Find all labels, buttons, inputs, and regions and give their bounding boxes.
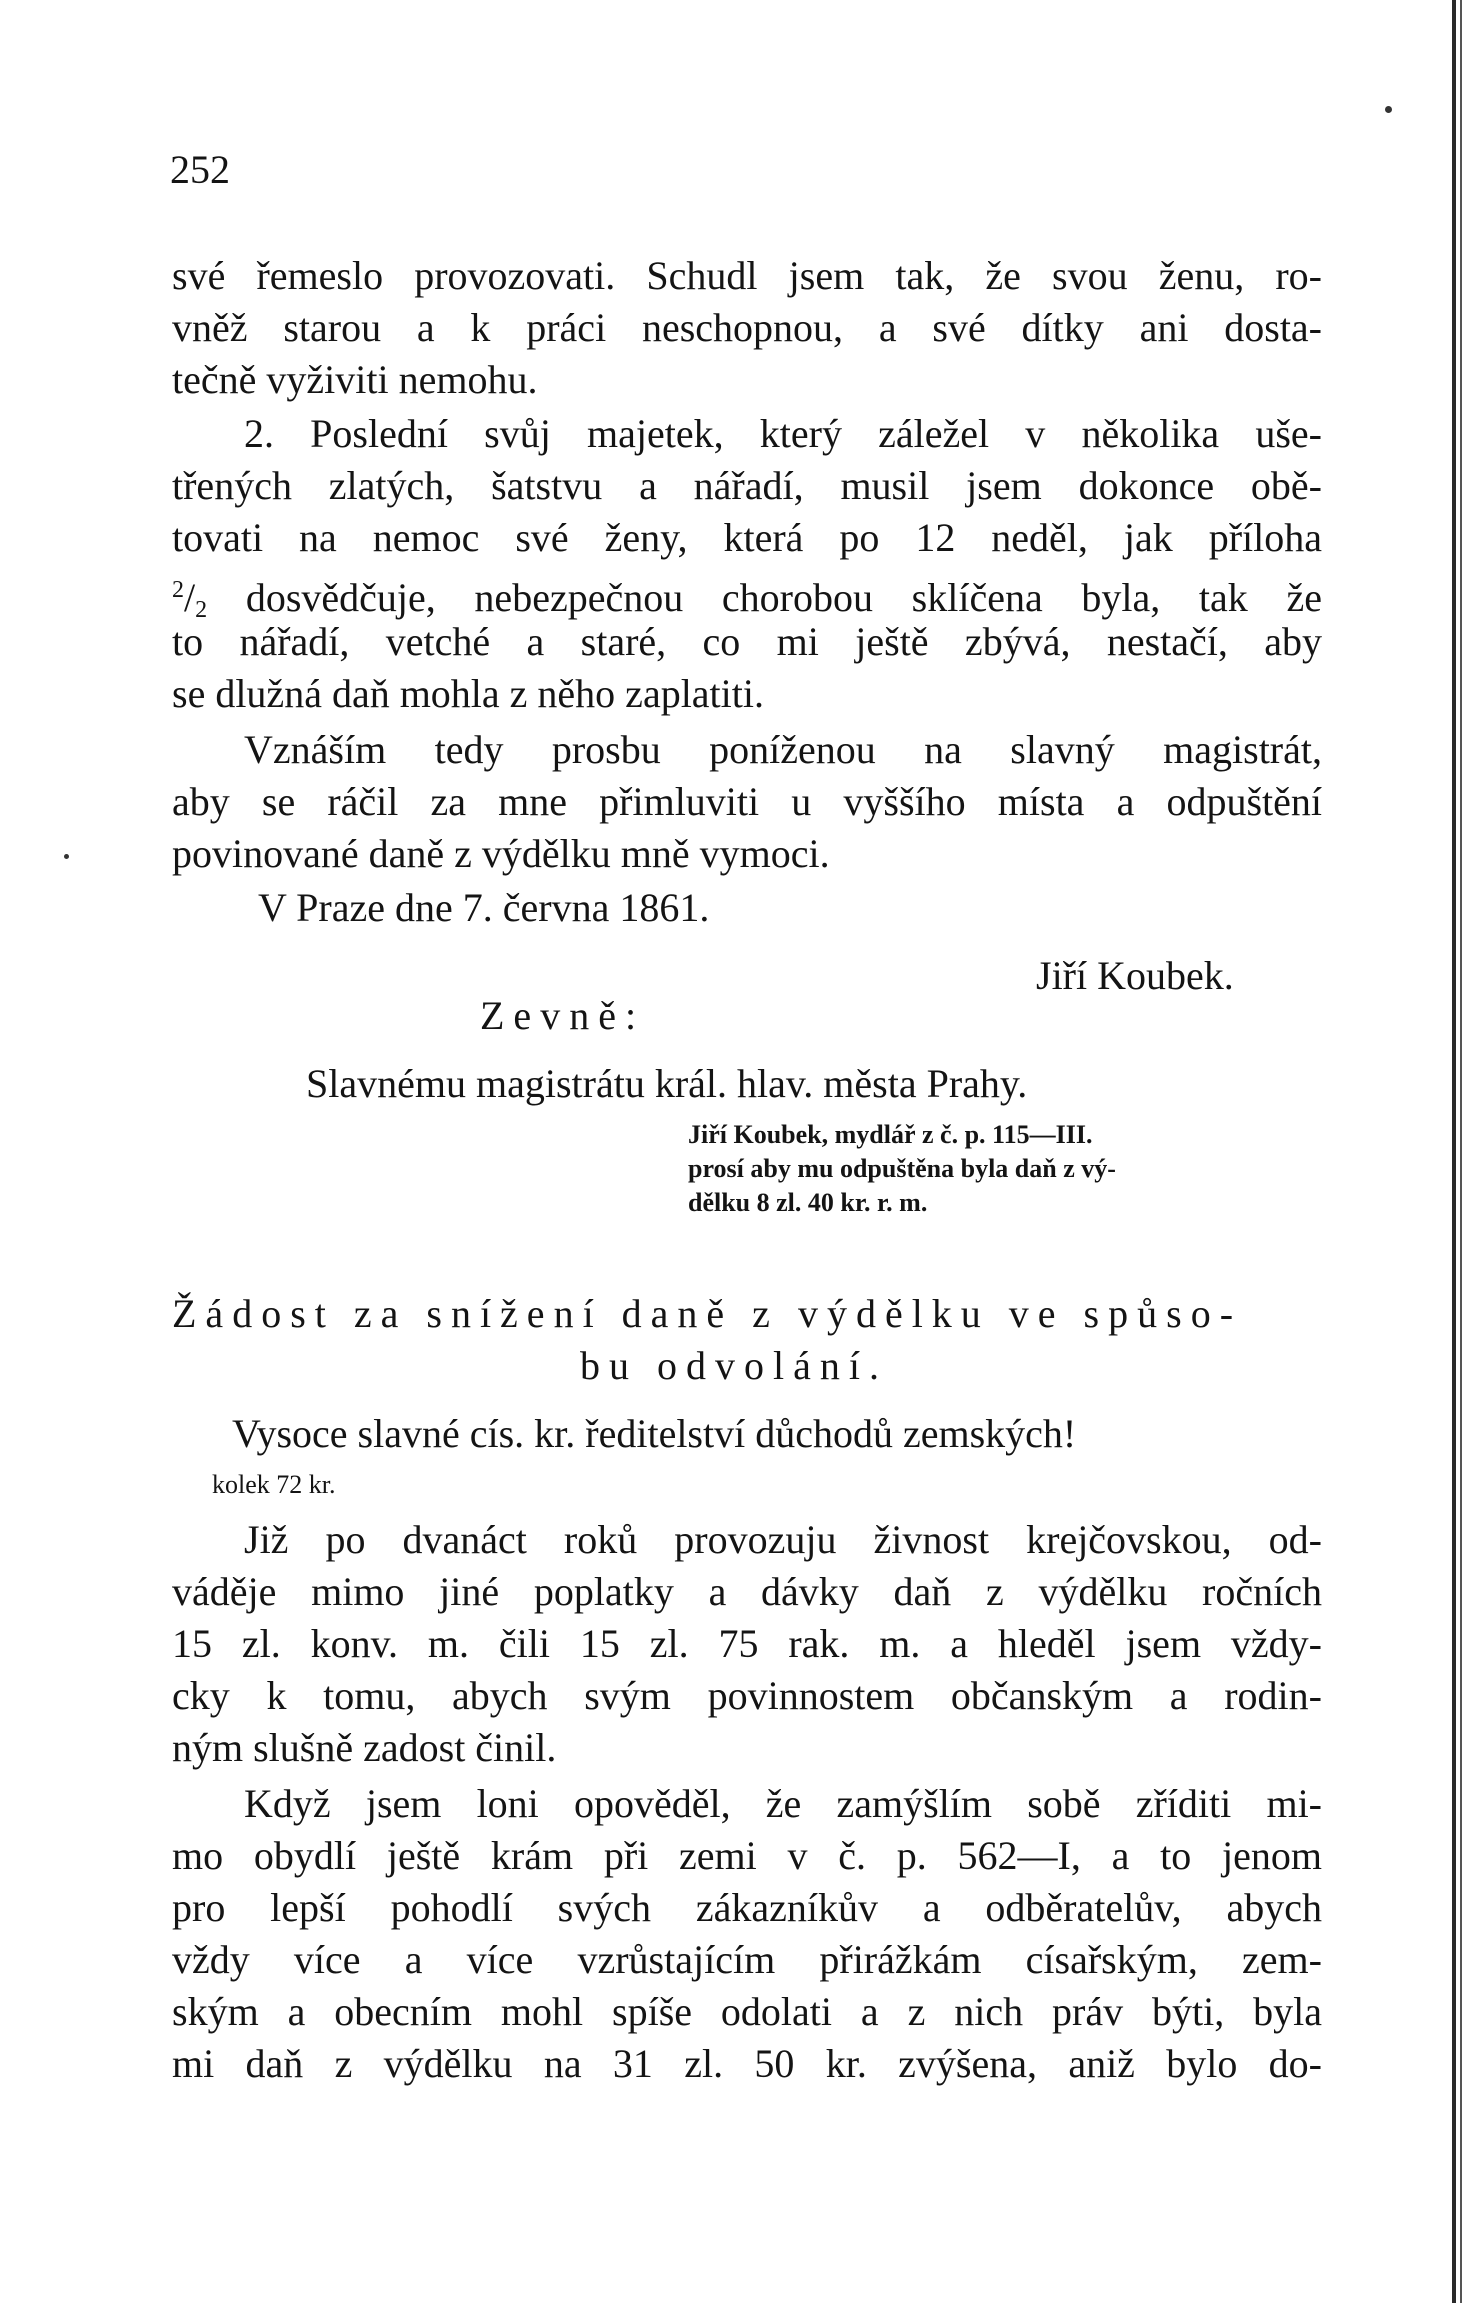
text-line: vněž starou a k práci neschopnou, a své dítky ani dosta- (172, 305, 1322, 350)
text-line: ským a obecním mohl spíše odolati a z nich práv býti, byla (172, 1989, 1322, 2034)
page-number: 252 (170, 147, 230, 192)
text-line: třených zlatých, šatstvu a nářadí, musil jsem dokonce obě- (172, 463, 1322, 508)
signature: Jiří Koubek. (1036, 953, 1234, 998)
text-line: to nářadí, vetché a staré, co mi ještě zbývá, nestačí, aby (172, 619, 1322, 664)
text-line: $^2/_2$ dosvědčuje, nebezpečnou chorobou sklíčena byla, tak že (172, 575, 1322, 623)
page-edge-shadow (1452, 0, 1456, 2303)
fraction-numerator: 2 (172, 577, 184, 603)
text-line: tečně vyživiti nemohu. (172, 357, 538, 402)
text-line: cky k tomu, abych svým povinnostem občanským a rodin- (172, 1673, 1322, 1718)
address-line: Slavnému magistrátu král. hlav. města Prahy. (306, 1061, 1028, 1106)
text-line: mo obydlí ještě krám při zemi v č. p. 562—I, a to jenom (172, 1833, 1322, 1878)
text-line: povinované daně z výdělku mně vymoci. (172, 831, 830, 876)
summary-line: dělku 8 zl. 40 kr. r. m. (688, 1188, 928, 1217)
ink-speck (64, 854, 69, 859)
text-line: Vznáším tedy prosbu poníženou na slavný magistrát, (244, 727, 1322, 772)
text-line: Již po dvanáct roků provozuju živnost krejčovskou, od- (244, 1517, 1322, 1562)
text-line: aby se ráčil za mne přimluviti u vyššího místa a odpuštění (172, 779, 1322, 824)
stamp-note: kolek 72 kr. (212, 1470, 336, 1499)
text-line: 15 zl. konv. m. čili 15 zl. 75 rak. m. a hleděl jsem vždy- (172, 1621, 1322, 1666)
summary-line: Jiří Koubek, mydlář z č. p. 115—III. (688, 1120, 1093, 1149)
page-edge-line (1460, 0, 1462, 2303)
fraction-denominator: 2 (195, 597, 208, 623)
text-line: pro lepší pohodlí svých zákazníkův a odběratelův, abych (172, 1885, 1322, 1930)
text-line: mi daň z výdělku na 31 zl. 50 kr. zvýšena, aniž bylo do- (172, 2041, 1322, 2086)
text-line: své řemeslo provozovati. Schudl jsem tak, že svou ženu, ro- (172, 253, 1322, 298)
text-line: váděje mimo jiné poplatky a dávky daň z výdělku ročních (172, 1569, 1322, 1614)
text-line: 2. Poslední svůj majetek, který záležel v několika uše- (244, 411, 1322, 456)
text-line: tovati na nemoc své ženy, která po 12 neděl, jak příloha (172, 515, 1322, 560)
date-line: V Praze dne 7. června 1861. (258, 885, 710, 930)
text-line: Když jsem loni opověděl, že zamýšlím sobě zříditi mi- (244, 1781, 1322, 1826)
text-line: ným slušně zadost činil. (172, 1725, 557, 1770)
ink-speck (1385, 106, 1392, 113)
section-heading: Žádost za snížení daně z výdělku ve spůso- (172, 1291, 1243, 1336)
summary-line: prosí aby mu odpuštěna byla daň z vý- (688, 1154, 1116, 1183)
fraction-rest: dosvědčuje, nebezpečnou chorobou sklíčena byla, tak že (245, 575, 1322, 620)
text-line: se dlužná daň mohla z něho zaplatiti. (172, 671, 765, 716)
section-heading: bu odvolání. (580, 1343, 888, 1388)
text-line: vždy více a více vzrůstajícím přirážkám císařským, zem- (172, 1937, 1322, 1982)
salutation: Vysoce slavné cís. kr. ředitelství důchodů zemských! (232, 1411, 1077, 1456)
outside-label: Zevně: (480, 993, 646, 1038)
